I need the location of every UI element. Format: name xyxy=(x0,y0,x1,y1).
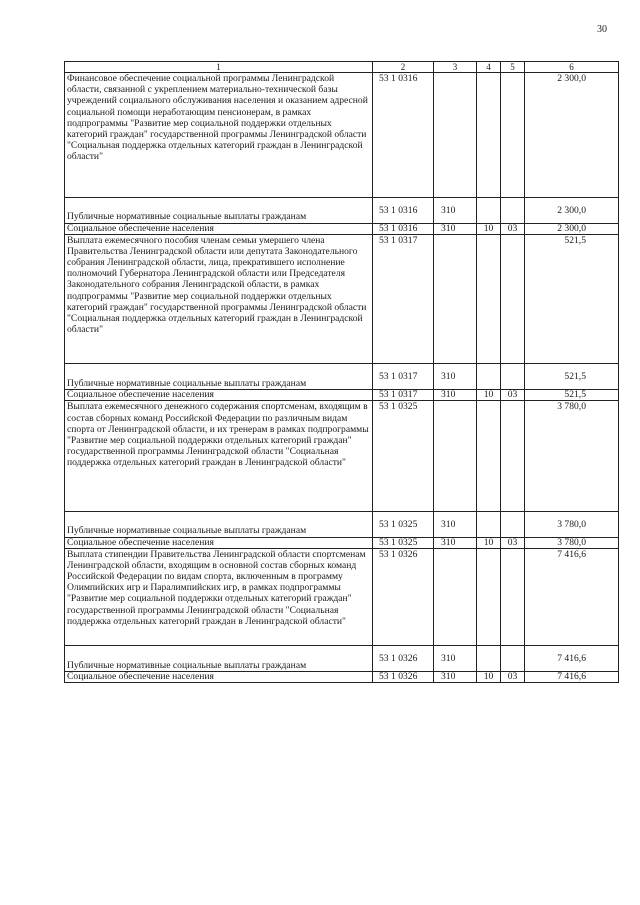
row-section: 10 xyxy=(477,537,501,548)
row-name: Публичные нормативные социальные выплаты гражданам xyxy=(65,197,373,223)
row-expense-type xyxy=(434,73,477,198)
row-amount: 521,5 xyxy=(525,234,619,364)
table-row xyxy=(65,234,619,364)
row-subsection xyxy=(501,401,525,511)
row-subsection: 03 xyxy=(501,537,525,548)
column-header: 3 xyxy=(434,62,477,73)
budget-table xyxy=(64,61,619,683)
row-section xyxy=(477,234,501,364)
row-section xyxy=(477,73,501,198)
row-code: 53 1 0325 xyxy=(373,537,434,548)
table-row xyxy=(65,548,619,645)
page-number: 30 xyxy=(597,24,607,35)
row-section: 10 xyxy=(477,672,501,683)
row-subsection xyxy=(501,73,525,198)
row-subsection: 03 xyxy=(501,672,525,683)
row-name: Социальное обеспечение населения xyxy=(65,672,373,683)
row-name: Публичные нормативные социальные выплаты гражданам xyxy=(65,364,373,390)
table-row xyxy=(65,197,619,223)
row-expense-type: 310 xyxy=(434,390,477,401)
row-expense-type: 310 xyxy=(434,364,477,390)
row-subsection xyxy=(501,646,525,672)
table-row xyxy=(65,223,619,234)
row-expense-type: 310 xyxy=(434,223,477,234)
row-amount: 521,5 xyxy=(525,364,619,390)
row-name: Социальное обеспечение населения xyxy=(65,223,373,234)
table-row xyxy=(65,646,619,672)
row-expense-type xyxy=(434,548,477,645)
table-row xyxy=(65,537,619,548)
row-amount: 2 300,0 xyxy=(525,73,619,198)
row-code: 53 1 0316 xyxy=(373,197,434,223)
row-section: 10 xyxy=(477,223,501,234)
row-name: Социальное обеспечение населения xyxy=(65,390,373,401)
column-header: 6 xyxy=(525,62,619,73)
row-expense-type: 310 xyxy=(434,511,477,537)
row-expense-type: 310 xyxy=(434,537,477,548)
row-subsection xyxy=(501,511,525,537)
row-name: Финансовое обеспечение социальной программы Ленинградской области, связанной с укреплением материально-технической базы учреждений социального обслуживания населения и оказанием адресной социальной помощи неработающим пенсионерам, в рамках подпрограммы "Развитие мер социальной поддержки отдельных категорий граждан" государственной программы Ленинградской области "Социальная поддержка отдельных категорий граждан в Ленинградской области" xyxy=(65,73,373,198)
row-amount: 3 780,0 xyxy=(525,537,619,548)
row-expense-type: 310 xyxy=(434,197,477,223)
row-name: Публичные нормативные социальные выплаты гражданам xyxy=(65,511,373,537)
row-subsection xyxy=(501,364,525,390)
row-expense-type: 310 xyxy=(434,646,477,672)
row-code: 53 1 0316 xyxy=(373,73,434,198)
column-header: 5 xyxy=(501,62,525,73)
row-section xyxy=(477,197,501,223)
row-name: Выплата стипендии Правительства Ленинградской области спортсменам Ленинградской области, входящим в основной состав сборных команд Российской Федерации по видам спорта, включенным в программу Олимпийских игр и Паралимпийских игр, в рамках подпрограммы "Развитие мер социальной поддержки отдельных категорий граждан" государственной программы Ленинградской области "Социальная поддержка отдельных категорий граждан в Ленинградской области" xyxy=(65,548,373,645)
row-amount: 7 416,6 xyxy=(525,548,619,645)
row-code: 53 1 0317 xyxy=(373,364,434,390)
row-code: 53 1 0316 xyxy=(373,223,434,234)
row-section xyxy=(477,364,501,390)
table-row xyxy=(65,672,619,683)
row-name: Публичные нормативные социальные выплаты гражданам xyxy=(65,646,373,672)
table-row xyxy=(65,364,619,390)
row-section xyxy=(477,548,501,645)
row-subsection: 03 xyxy=(501,223,525,234)
table-header-row xyxy=(65,62,619,73)
row-subsection: 03 xyxy=(501,390,525,401)
column-header: 4 xyxy=(477,62,501,73)
row-subsection xyxy=(501,197,525,223)
table-row xyxy=(65,511,619,537)
row-amount: 3 780,0 xyxy=(525,511,619,537)
row-section xyxy=(477,646,501,672)
row-expense-type: 310 xyxy=(434,672,477,683)
row-subsection xyxy=(501,548,525,645)
row-section xyxy=(477,401,501,511)
table-body xyxy=(65,73,619,683)
row-subsection xyxy=(501,234,525,364)
row-amount: 7 416,6 xyxy=(525,646,619,672)
row-code: 53 1 0317 xyxy=(373,234,434,364)
row-amount: 521,5 xyxy=(525,390,619,401)
column-header: 1 xyxy=(65,62,373,73)
row-code: 53 1 0317 xyxy=(373,390,434,401)
row-code: 53 1 0326 xyxy=(373,672,434,683)
row-amount: 2 300,0 xyxy=(525,223,619,234)
row-section xyxy=(477,511,501,537)
row-amount: 2 300,0 xyxy=(525,197,619,223)
row-expense-type xyxy=(434,234,477,364)
table-row xyxy=(65,73,619,198)
row-amount: 3 780,0 xyxy=(525,401,619,511)
row-section: 10 xyxy=(477,390,501,401)
row-code: 53 1 0326 xyxy=(373,548,434,645)
row-code: 53 1 0326 xyxy=(373,646,434,672)
row-name: Социальное обеспечение населения xyxy=(65,537,373,548)
row-expense-type xyxy=(434,401,477,511)
table-row xyxy=(65,390,619,401)
table-row xyxy=(65,401,619,511)
row-name: Выплата ежемесячного денежного содержания спортсменам, входящим в состав сборных команд Российской Федерации по различным видам спорта от Ленинградской области, и их тренерам в рамках подпрограммы "Развитие мер социальной поддержки отдельных категорий граждан" государственной программы Ленинградской области "Социальная поддержка отдельных категорий граждан в Ленинградской области" xyxy=(65,401,373,511)
row-code: 53 1 0325 xyxy=(373,511,434,537)
row-amount: 7 416,6 xyxy=(525,672,619,683)
row-name: Выплата ежемесячного пособия членам семьи умершего члена Правительства Ленинградской области или депутата Законодательного собрания Ленинградской области, лица, прекратившего исполнение полномочий Губернатора Ленинградской области или Председателя Законодательного собрания Ленинградской области, в рамках подпрограммы "Развитие мер социальной поддержки отдельных категорий граждан" государственной программы Ленинградской области "Социальная поддержка отдельных категорий граждан в Ленинградской области" xyxy=(65,234,373,364)
column-header: 2 xyxy=(373,62,434,73)
row-code: 53 1 0325 xyxy=(373,401,434,511)
